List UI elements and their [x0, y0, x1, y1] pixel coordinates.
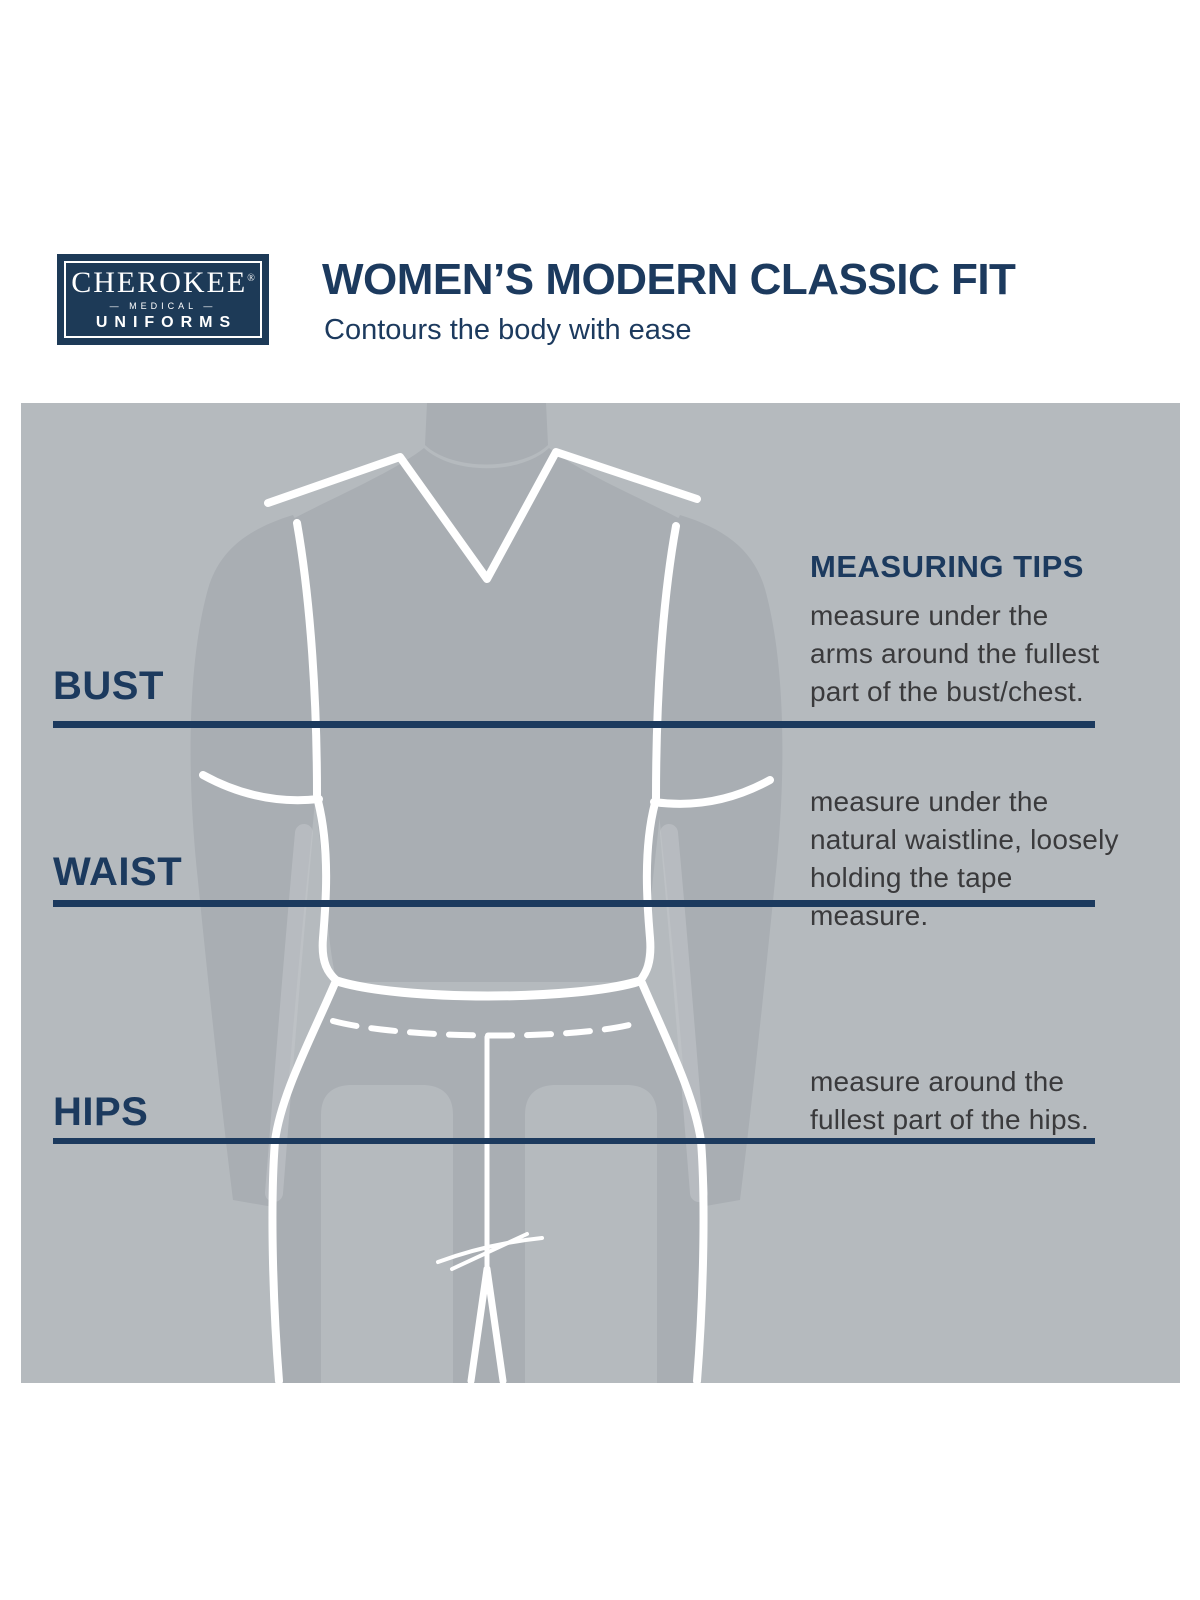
brand-name-text: CHEROKEE — [71, 266, 248, 299]
registered-mark: ® — [247, 273, 255, 284]
top-hem — [337, 981, 640, 996]
hips-tip-text: measure around the fullest part of the hips. — [810, 1066, 1089, 1135]
bust-guide-line — [53, 721, 1095, 728]
brand-name — [71, 268, 255, 298]
bust-label: BUST — [53, 664, 164, 708]
right-leg-highlight — [525, 1085, 657, 1383]
brand-logo — [57, 254, 269, 345]
left-leg-highlight — [321, 1085, 453, 1383]
brand-uniforms-line: UNIFORMS — [95, 314, 238, 331]
figure-neck — [425, 403, 548, 465]
page-title: WOMEN’S MODERN CLASSIC FIT — [322, 255, 1016, 304]
brand-medical-line: — MEDICAL — — [109, 301, 217, 311]
waist-tip-text: measure under the natural waistline, loosely holding the tape measure. — [810, 786, 1119, 931]
page-subtitle: Contours the body with ease — [324, 314, 692, 346]
brand-logo-frame — [64, 261, 262, 338]
waist-label: WAIST — [53, 850, 183, 894]
measuring-tips-heading: MEASURING TIPS — [810, 549, 1084, 584]
hips-label: HIPS — [53, 1090, 149, 1134]
bust-tip-text: measure under the arms around the fullest part of the bust/chest. — [810, 600, 1100, 707]
